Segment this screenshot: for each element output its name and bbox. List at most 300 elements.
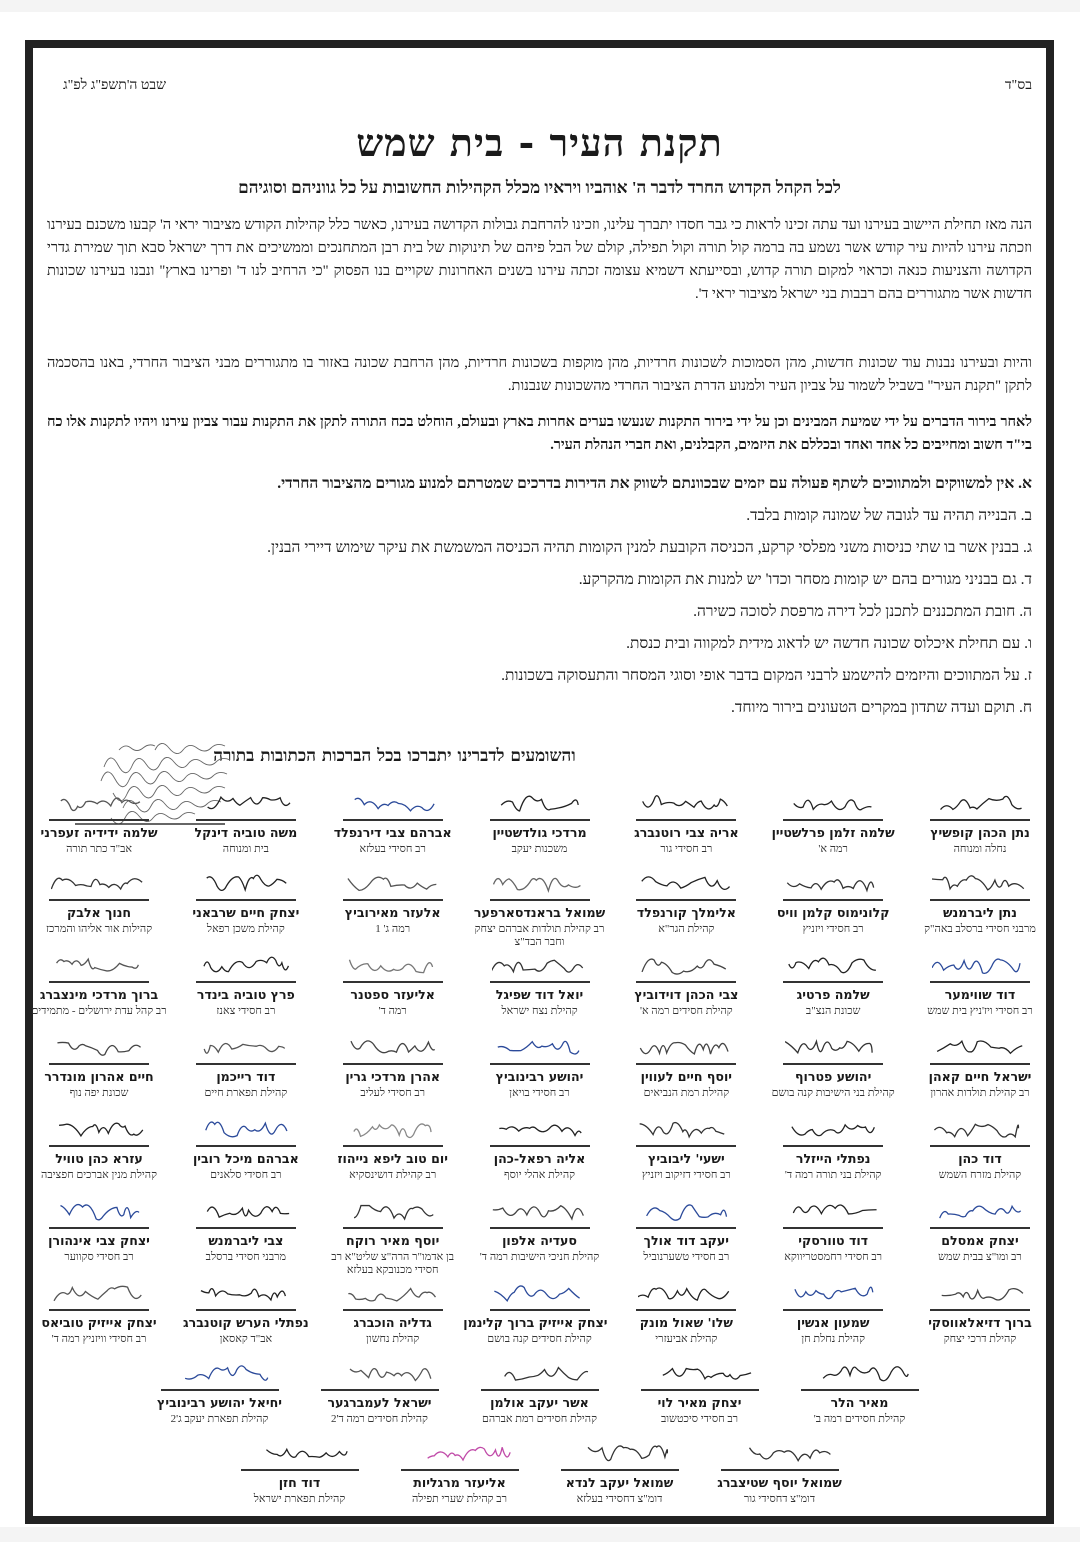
signatory-name: ברוך דזיאלאווסקי: [928, 1315, 1032, 1330]
signatory-name: דוד שווימער: [944, 987, 1016, 1002]
signatory-role: קהילת מנין אברכים חפציבה: [41, 1169, 158, 1181]
signature-line: [490, 1309, 590, 1311]
signatory-name: עזרא כהן טוויל: [55, 1151, 143, 1166]
signature-line: [930, 819, 1030, 821]
signature-line: [196, 1227, 296, 1229]
handwritten-signature: [341, 1359, 441, 1387]
signatory-name: גדליה הוכברג: [353, 1315, 432, 1330]
signature-line: [636, 1145, 736, 1147]
signatory: [626, 1273, 746, 1353]
signature-line: [930, 1309, 1030, 1311]
signatory: [791, 1353, 929, 1433]
signatory: [311, 1353, 449, 1433]
signatory-role: קהילת נחלת חן: [801, 1333, 866, 1345]
signatory-name: יוסף מאיר רוקח: [346, 1233, 440, 1248]
signatory: [920, 863, 1040, 943]
signatory-role: קהילת תפארת חיים: [204, 1087, 288, 1099]
signatory-role: רב קהילת תולדות אהרון: [930, 1087, 1030, 1099]
handwritten-signature: [345, 951, 445, 979]
signatory-role: רב חסידי טשערנוביל: [643, 1251, 730, 1263]
signatory-name: אלעזר מאירוביץ: [344, 905, 441, 920]
handwritten-signature: [785, 951, 885, 979]
signatory-role: קהילת בני הישיבות קנה בושם: [771, 1087, 895, 1099]
signatory-role: רב חסידי רחמסטריווקא: [784, 1251, 883, 1263]
signatory-role: נחלה ומנוחה: [953, 843, 1007, 855]
handwritten-signature: [345, 1279, 445, 1307]
handwritten-signature: [198, 1033, 298, 1061]
signature-line: [196, 1063, 296, 1065]
signatory: [773, 1109, 893, 1189]
signature-line: [343, 981, 443, 983]
signature-line: [636, 981, 736, 983]
signature-row: [33, 1109, 1046, 1189]
signatory-name: אברהם מיכל רובין: [192, 1151, 299, 1166]
signature-line: [490, 899, 590, 901]
signatory-role: קהילת אביעזרי: [655, 1333, 718, 1345]
handwritten-signature: [492, 789, 592, 817]
signatory-name: אליעזר ספטנר: [350, 987, 435, 1002]
handwritten-signature: [638, 869, 738, 897]
handwritten-signature: [785, 1197, 885, 1225]
signature-line: [636, 1227, 736, 1229]
signatory: [920, 1109, 1040, 1189]
signatory: [773, 863, 893, 943]
handwritten-signature: [345, 1115, 445, 1143]
signatory: [773, 1273, 893, 1353]
handwritten-signature: [51, 1197, 151, 1225]
signatory: [231, 1433, 369, 1513]
signatory: [480, 783, 600, 863]
signature-row: [33, 1273, 1046, 1353]
signatory-name: אהרן מרדכי גרין: [345, 1069, 441, 1084]
signatory: [920, 1273, 1040, 1353]
signatory: [333, 863, 453, 943]
signatory: [186, 1109, 306, 1189]
signatory-role: קהילת תפארת ישראל: [253, 1493, 346, 1505]
hebrew-date: שבט ה'תשפ"ג לפ"ג: [63, 78, 167, 93]
signature-line: [783, 1145, 883, 1147]
signatory-name: אליה רפאל-כהן: [493, 1151, 586, 1166]
signatory-name: דוד רייכמן: [216, 1069, 276, 1084]
document: [33, 48, 1046, 1516]
handwritten-signature: [345, 869, 445, 897]
signatory-name: חנוך אלבק: [66, 905, 132, 920]
signature-line: [49, 819, 149, 821]
signature-line: [196, 819, 296, 821]
signature-line: [930, 1227, 1030, 1229]
signatory: [773, 1027, 893, 1107]
signatory-name: שמואל יוסף שטיצברג: [717, 1475, 842, 1490]
signatory-name: אריה צבי רוטנברג: [634, 825, 739, 840]
signatory-name: יצחק אייזיק ברוך קלינמן: [463, 1315, 608, 1330]
signatory: [626, 945, 746, 1025]
signature-line: [161, 1389, 279, 1391]
handwritten-signature: [821, 1359, 921, 1387]
signatory: [920, 1191, 1040, 1271]
signatory: [39, 1191, 159, 1271]
signature-line: [321, 1389, 439, 1391]
signatory-name: אליעזר מרגליות: [413, 1475, 506, 1490]
signatory-role: קהילת אהלי יוסף: [503, 1169, 576, 1181]
signatory-role: רב קהילת שערי תפילה: [411, 1493, 508, 1505]
signatory: [333, 1027, 453, 1107]
signature-line: [801, 1389, 919, 1391]
handwritten-signature: [51, 1033, 151, 1061]
signatory: [39, 1273, 159, 1353]
handwritten-signature: [345, 1197, 445, 1225]
handwritten-signature: [492, 1115, 592, 1143]
signatory: [463, 1273, 608, 1353]
signatory-role: רב קהילת דושינסקיא: [349, 1169, 437, 1181]
signatory-role: קהילת מזרח השמש: [938, 1169, 1022, 1181]
signatory: [186, 783, 306, 863]
handwritten-signature: [51, 1115, 151, 1143]
handwritten-signature: [51, 951, 151, 979]
handwritten-signature: [785, 1115, 885, 1143]
signatory: [626, 783, 746, 863]
handwritten-signature: [638, 789, 738, 817]
signatory: [333, 1109, 453, 1189]
signatory-name: יצחק מאיר לוי: [657, 1395, 742, 1410]
signatory-role: קהילת חסידים רמה ב': [813, 1413, 906, 1425]
signatory: [480, 1109, 600, 1189]
signature-row: [33, 783, 1046, 863]
signatory-role: רב חסידי דזיקוב ויזניץ: [641, 1169, 731, 1181]
signatory-name: אשר יעקב אולמן: [490, 1395, 589, 1410]
signatory: [331, 1191, 455, 1276]
signatory-name: יום טוב ליפא נייהוז: [337, 1151, 448, 1166]
signatory: [920, 783, 1040, 863]
signature-line: [783, 1227, 883, 1229]
handwritten-signature: [661, 1359, 761, 1387]
document-frame: [25, 40, 1054, 1524]
signatory-name: נפתלי הייזלר: [795, 1151, 871, 1166]
signatory-role: קהילות אור אליהו והמרכז: [45, 923, 153, 935]
handwritten-signature: [932, 951, 1032, 979]
signatory-role: רב קהילת תולדות אברהם יצחק וחבר הבד"צ: [474, 923, 605, 948]
signature-line: [930, 1145, 1030, 1147]
signatory-role: בן אדמו"ר הרה"צ שליט"א רב חסידי מכנובקא בעלזא: [331, 1251, 455, 1276]
signature-line: [490, 1227, 590, 1229]
signature-line: [636, 1063, 736, 1065]
signatory-role: שכונת יפה נוף: [69, 1087, 129, 1099]
signature-line: [490, 819, 590, 821]
signatory-role: רב חסידי ויזניץ: [802, 923, 864, 935]
signatory-name: מאיר הלר: [830, 1395, 889, 1410]
signature-line: [196, 1309, 296, 1311]
signature-line: [49, 1227, 149, 1229]
signatory-role: קהילת בני תורה רמה ד': [784, 1169, 882, 1181]
signature-line: [641, 1389, 759, 1391]
signatory-name: ברוך מרדכי מינצברג: [39, 987, 159, 1002]
signature-row: [33, 1027, 1046, 1107]
purpose-paragraph: והיות ובעירנו נבנות עוד שכונות חדשות, מהן הסמוכות לשכונות חרדיות, מהן מוקפות בשכונות חרדיות, מהן הרחבת שכונה באזור בו מתגוררים מבני הציבור החרדי, באנו בהסכמה לתקן "תקנת העיר" בשביל לשמור על צביון העיר ולמנוע הדרת הציבור החרדי מהשכונות שנבנות.: [47, 355, 1032, 394]
signature-line: [241, 1469, 359, 1471]
signature-line: [196, 1145, 296, 1147]
signatory-role: אב"ד קאסאן: [219, 1333, 273, 1345]
signatory-role: רב קהל עדת ירושלים - מתמידים: [31, 1005, 167, 1017]
handwritten-signature: [51, 1279, 151, 1307]
signature-line: [481, 1389, 599, 1391]
signatory: [551, 1433, 689, 1513]
handwritten-signature: [198, 951, 298, 979]
signatory: [480, 1027, 600, 1107]
clause-item: ח. תוקם ועדה שתדון במקרים הטעונים בירור מיוחד.: [730, 699, 1032, 716]
signatory-name: יצחק אייזיק טוביאס: [41, 1315, 157, 1330]
signatory-role: רב חסידי סלאנים: [210, 1169, 282, 1181]
signatory-role: רב חסידי וויזניץ רמה ד': [51, 1333, 147, 1345]
signatory: [333, 945, 453, 1025]
handwritten-signature: [492, 869, 592, 897]
signatory-role: קהילת הגר"א: [658, 923, 715, 935]
signature-line: [721, 1469, 839, 1471]
signatory: [391, 1433, 529, 1513]
signature-line: [343, 1145, 443, 1147]
signatory-role: רב חסידי גור: [660, 843, 713, 855]
signatory-name: יוסף חיים לעווין: [640, 1069, 733, 1084]
handwritten-signature: [638, 1115, 738, 1143]
signatory-name: שלמה זלמן פרלשטיין: [771, 825, 895, 840]
signature-line: [49, 1309, 149, 1311]
handwritten-signature: [741, 1439, 841, 1467]
signatory-role: רמה ד': [378, 1005, 407, 1017]
signature-line: [930, 899, 1030, 901]
handwritten-signature: [785, 789, 885, 817]
signatory-role: רב חסידי סיכטשוב: [660, 1413, 739, 1425]
signatory-role: רב ומו"צ בבית שמש: [938, 1251, 1022, 1263]
handwritten-signature: [638, 951, 738, 979]
closing-blessing: והשומעים לדברינו יתברכו בכל הברכות הכתובות בתורה: [213, 746, 576, 766]
clauses-list: [47, 468, 1032, 724]
signatory-role: קהילת נחשון: [366, 1333, 420, 1345]
signatory-name: דוד חזן: [278, 1475, 321, 1490]
signatory-name: שמואל בראנדסארפער: [473, 905, 606, 920]
signatory-name: ישראל חיים קאהן: [928, 1069, 1032, 1084]
signature-row: [33, 863, 1046, 948]
signatory-role: רב חסידי ויז'ניץ בית שמש: [927, 1005, 1033, 1017]
signatory: [39, 1109, 159, 1189]
signatory-role: שכונת הנצ"ב: [805, 1005, 861, 1017]
signatory-name: צבי הכהן דוידוביץ: [634, 987, 739, 1002]
signatory-name: אברהם צבי דירנפלד: [333, 825, 452, 840]
handwritten-signature: [492, 1033, 592, 1061]
handwritten-signature: [932, 789, 1032, 817]
signatory-role: קהילת רמת הנביאים: [643, 1087, 730, 1099]
signatory: [773, 1191, 893, 1271]
signature-line: [49, 899, 149, 901]
signatory-name: יצחק אמסלם: [941, 1233, 1019, 1248]
bsd-heading: בס"ד: [1004, 78, 1032, 93]
signature-line: [343, 1227, 443, 1229]
handwritten-signature: [198, 1115, 298, 1143]
signatory-name: נפתלי הערש קוטנברג: [183, 1315, 309, 1330]
handwritten-signature: [932, 869, 1032, 897]
signature-line: [490, 1063, 590, 1065]
signatory-role: קהילת דרכי יצחק: [943, 1333, 1017, 1345]
signatory-role: רב חסידי סקווער: [64, 1251, 134, 1263]
signatory-name: צבי ליברמנש: [208, 1233, 284, 1248]
signatory-role: רב חסידי בויאן: [509, 1087, 570, 1099]
signature-line: [930, 1063, 1030, 1065]
signature-line: [636, 899, 736, 901]
signature-line: [636, 819, 736, 821]
signatory: [773, 783, 893, 863]
handwritten-signature: [345, 1033, 445, 1061]
signatory-role: קהילת חסידים רמה א': [639, 1005, 733, 1017]
signature-row: [33, 1353, 1046, 1433]
signature-line: [490, 981, 590, 983]
signatory: [626, 1191, 746, 1271]
handwritten-signature: [51, 789, 151, 817]
signatory-name: ישעי' ליבוביץ: [648, 1151, 725, 1166]
signatory-name: יהושע רבינוביץ: [495, 1069, 584, 1084]
clause-item: ד. גם בבניני מגורים בהם יש קומות מסחר וכדו' יש למנות את הקומות מהקרקע.: [578, 571, 1032, 588]
signatory-role: רב חסידי בעלזא: [359, 843, 426, 855]
handwritten-signature: [198, 869, 298, 897]
signature-line: [49, 1063, 149, 1065]
signatory-role: רב חסידי צאנז: [216, 1005, 276, 1017]
handwritten-signature: [932, 1279, 1032, 1307]
signatory-name: יעקב דוד אולך: [643, 1233, 730, 1248]
handwritten-signature: [492, 1197, 592, 1225]
signature-line: [196, 899, 296, 901]
signatory-role: קהילת משכן רפאל: [206, 923, 285, 935]
signature-row: [33, 945, 1046, 1025]
handwritten-signature: [638, 1197, 738, 1225]
signatory: [473, 863, 606, 948]
signatory-role: קהילת חסידים קנה בושם: [487, 1333, 592, 1345]
handwritten-signature: [581, 1439, 681, 1467]
handwritten-signature: [198, 1197, 298, 1225]
signatory-name: שלו' שאול מונק: [639, 1315, 733, 1330]
signatory: [333, 1273, 453, 1353]
decision-paragraph: לאחר בירור הדברים על ידי שמיעת המבינים וכן על ידי בירור התקנות שנעשו בערים אחרות בארץ ובעולם, הוחלט בכח התורה לתקן את התקנות עבור צביון עירנו ויהיו לתקנות אלו כח בי"ד חשוב ומחייבים כל אחד ואחד ובכללם את היזמים, הקבלנים, ואת חברי הנהלת העיר.: [47, 414, 1032, 453]
handwritten-signature: [261, 1439, 361, 1467]
handwritten-signature: [638, 1033, 738, 1061]
signatory-role: רמה ג' 1: [375, 923, 411, 935]
signatory: [626, 1109, 746, 1189]
signatory-name: פרץ טוביה בינדר: [196, 987, 295, 1002]
signatory-name: שלמה ידידיה זעפרני: [40, 825, 158, 840]
clause-item: ו. עם תחילת איכלוס שכונה חדשה יש לדאוג מידית למקווה ובית כנסת.: [626, 635, 1032, 652]
signatory-name: נתן הכהן קופשיץ: [930, 825, 1030, 840]
signature-line: [49, 981, 149, 983]
signatory: [39, 783, 159, 863]
signature-line: [561, 1469, 679, 1471]
handwritten-signature: [345, 789, 445, 817]
page-title: תקנת העיר - בית שמש: [356, 120, 723, 165]
signatory-name: דוד טוורסקי: [798, 1233, 869, 1248]
signatory: [480, 1191, 600, 1271]
signatory-name: ישראל לעמברגער: [327, 1395, 432, 1410]
signatory-role: קהילת חסידים רמת אברהם: [481, 1413, 598, 1425]
signatory: [471, 1353, 609, 1433]
page-subtitle: לכל הקהל הקדוש החרד לדבר ה' אוהביו ויראיו מכלל הקהילות החשובות על כל גווניהם וסוגיהם: [238, 178, 841, 197]
signatory-name: דוד כהן: [958, 1151, 1002, 1166]
handwritten-signature: [421, 1439, 521, 1467]
signatory-name: יחיאל יהושע רבינוביץ: [157, 1395, 282, 1410]
signatory-name: משה טוביה דינקל: [194, 825, 298, 840]
signatory: [626, 1027, 746, 1107]
signatory-role: קהילת תפארת יעקב ג'2: [170, 1413, 269, 1425]
signatory-role: דומ"צ דחסידי בעלזא: [576, 1493, 663, 1505]
signatory-name: יהושע פטרוף: [795, 1069, 872, 1084]
handwritten-signature: [492, 1279, 592, 1307]
handwritten-signature: [181, 1359, 281, 1387]
handwritten-signature: [198, 1279, 298, 1307]
signatory: [39, 1027, 159, 1107]
handwritten-signature: [785, 1279, 885, 1307]
signature-line: [930, 981, 1030, 983]
intro-paragraph: הנה מאז תחילת היישוב בעירנו ועד עתה זכינו לראות כי גבר חסדו יתברך עלינו, וזכינו להרחבת גבולות הקדושה בעירנו, כאשר כלל קהילות הקודש מציבור יראי ה' קבעו משכנם בעירנו וזכתה עירנו להיות עיר קודש אשר נשמע בה ברמה קול תורה וקול תפילה, קולם של הבל פיהם של תינוקות של בית רבן המתחנכים וממשיכים את דרך ישראל סבא תוך שמירת גדרי הקדושה והצניעות כנאה וכראוי למקום תורה קדוש, ובסייעתא דשמיא עצומה זכתה עירנו בשנים האחרונות שקויים בנו הפסוק "כי הרחיב לנו ד' ופרינו בארץ" ונבנו בעירנו שכונות חדשות אשר מתגוררים בהם רבבות בני ישראל מציבור יראי ד'.: [47, 217, 1032, 302]
signatory-role: קהילת נצח ישראל: [501, 1005, 578, 1017]
signatory: [186, 863, 306, 943]
signature-line: [343, 899, 443, 901]
signatory: [186, 1027, 306, 1107]
signatory-role: בית ומנוחה: [222, 843, 269, 855]
signatory: [333, 783, 453, 863]
signatory: [711, 1433, 849, 1513]
handwritten-signature: [785, 1033, 885, 1061]
signatory: [626, 863, 746, 943]
signature-line: [783, 981, 883, 983]
signatory-name: יצחק צבי אינהורן: [48, 1233, 150, 1248]
handwritten-signature: [932, 1033, 1032, 1061]
signatory-name: יצחק חיים שרבאני: [192, 905, 300, 920]
signature-line: [490, 1145, 590, 1147]
signatory: [631, 1353, 769, 1433]
signatory: [151, 1353, 289, 1433]
clause-item: ב. הבנייה תהיה עד לגובה של שמונה קומות בלבד.: [746, 507, 1032, 524]
handwritten-signature: [198, 789, 298, 817]
signature-row: [33, 1433, 1046, 1513]
clause-item: א. אין למשווקים ולמתווכים לשתף פעולה עם יזמים שבכוונתם לשווק את הדירות בדרכים שמטרתם למנוע מגורים מהציבור החרדי.: [277, 475, 1032, 492]
handwritten-signature: [785, 869, 885, 897]
signatory-role: דומ"צ דחסידי גור: [743, 1493, 816, 1505]
signature-line: [343, 1063, 443, 1065]
signatory-name: אלימלך קורנפלד: [636, 905, 736, 920]
signature-row: [33, 1191, 1046, 1276]
signatory-name: מרדכי גולדשטיין: [492, 825, 587, 840]
signatory-name: שמעון אנשין: [796, 1315, 870, 1330]
clause-item: ה. חובת המתכננים לתכנן לכל דירה מרפסת לסוכה כשירה.: [693, 603, 1032, 620]
signature-line: [343, 1309, 443, 1311]
signatory-name: קלונימוס קלמן וויס: [776, 905, 890, 920]
clause-item: ז. על המתווכים והיזמים להישמע לרבני המקום בדבר אופי וסוגי המסחר והתעסוקה בשכונות.: [501, 667, 1032, 684]
signatory-role: משכנות יעקב: [511, 843, 568, 855]
handwritten-signature: [638, 1279, 738, 1307]
signature-line: [49, 1145, 149, 1147]
signatory: [186, 1191, 306, 1271]
signature-line: [783, 1309, 883, 1311]
signatory-name: יואל דוד שפיגל: [495, 987, 584, 1002]
signatory-name: חיים אהרון מונדרר: [44, 1069, 154, 1084]
signatory-role: קהילת חניכי הישיבות רמה ד': [479, 1251, 600, 1263]
signatory: [183, 1273, 309, 1353]
signatory-role: מרבני חסידי ברסלב באה"ק: [924, 923, 1036, 935]
handwritten-signature: [51, 869, 151, 897]
signatory-name: שלמה פרטיג: [796, 987, 870, 1002]
signature-line: [783, 819, 883, 821]
handwritten-signature: [501, 1359, 601, 1387]
handwritten-signature: [932, 1197, 1032, 1225]
signature-line: [783, 899, 883, 901]
signature-line: [636, 1309, 736, 1311]
signatory-name: שמואל יעקב לנדא: [565, 1475, 674, 1490]
signatory: [39, 863, 159, 943]
handwritten-signature: [492, 951, 592, 979]
signatory: [186, 945, 306, 1025]
